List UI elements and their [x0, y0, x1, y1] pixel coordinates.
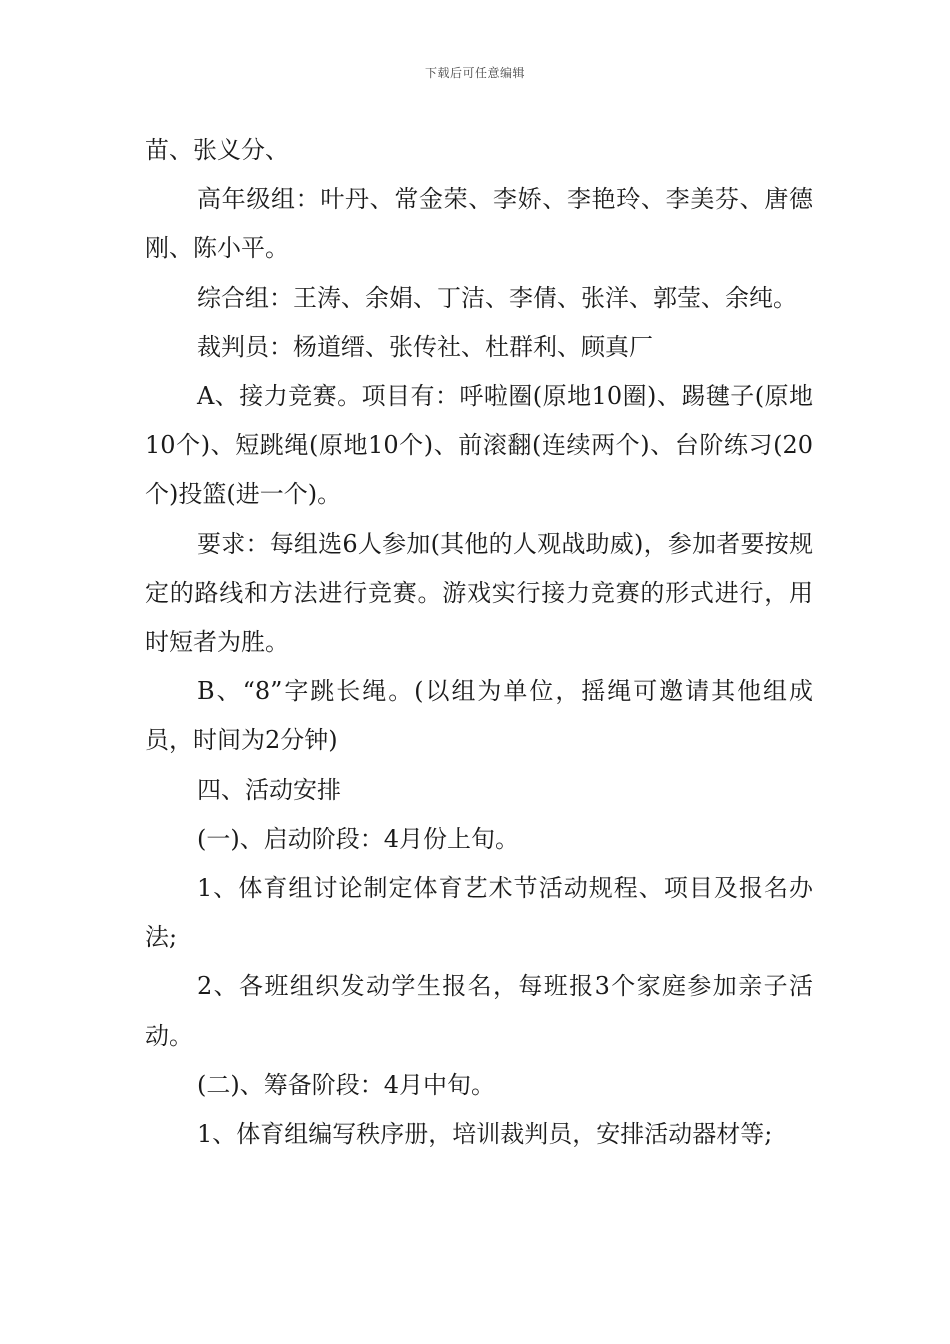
paragraph-8: 四、活动安排 [197, 775, 341, 804]
paragraph-10: 1、体育组讨论制定体育艺术节活动规程、项目及报名办法; [145, 874, 813, 952]
paragraph-6: 要求：每组选6人参加(其他的人观战助威)，参加者要按规定的路线和方法进行竞赛。游戏实行接力竞赛的形式进行，用时短者为胜。 [145, 529, 813, 657]
paragraph-7: B、“8”字跳长绳。(以组为单位，摇绳可邀请其他组成员，时间为2分钟) [145, 677, 813, 755]
paragraph-11: 2、各班组织发动学生报名，每班报3个家庭参加亲子活动。 [145, 972, 813, 1050]
document-body [145, 126, 813, 1159]
paragraph-3: 综合组：王涛、余娟、丁洁、李倩、张洋、郭莹、余纯。 [197, 283, 797, 312]
paragraph-12: (二)、筹备阶段：4月中旬。 [197, 1070, 495, 1099]
paragraph-4: 裁判员：杨道缙、张传社、杜群利、顾真厂 [197, 332, 653, 361]
paragraph-5: A、接力竞赛。项目有：呼啦圈(原地10圈)、踢毽子(原地10个)、短跳绳(原地10个)、前滚翻(连续两个)、台阶练习(20个)投篮(进一个)。 [145, 382, 813, 509]
page-header: 下载后可任意编辑 [424, 66, 525, 80]
paragraph-1: 苗、张义分、 [145, 136, 289, 164]
paragraph-2: 高年级组：叶丹、常金荣、李娇、李艳玲、李美芬、唐德刚、陈小平。 [145, 185, 813, 263]
paragraph-9: (一)、启动阶段：4月份上旬。 [197, 824, 519, 853]
paragraph-13: 1、体育组编写秩序册，培训裁判员，安排活动器材等; [197, 1120, 773, 1149]
